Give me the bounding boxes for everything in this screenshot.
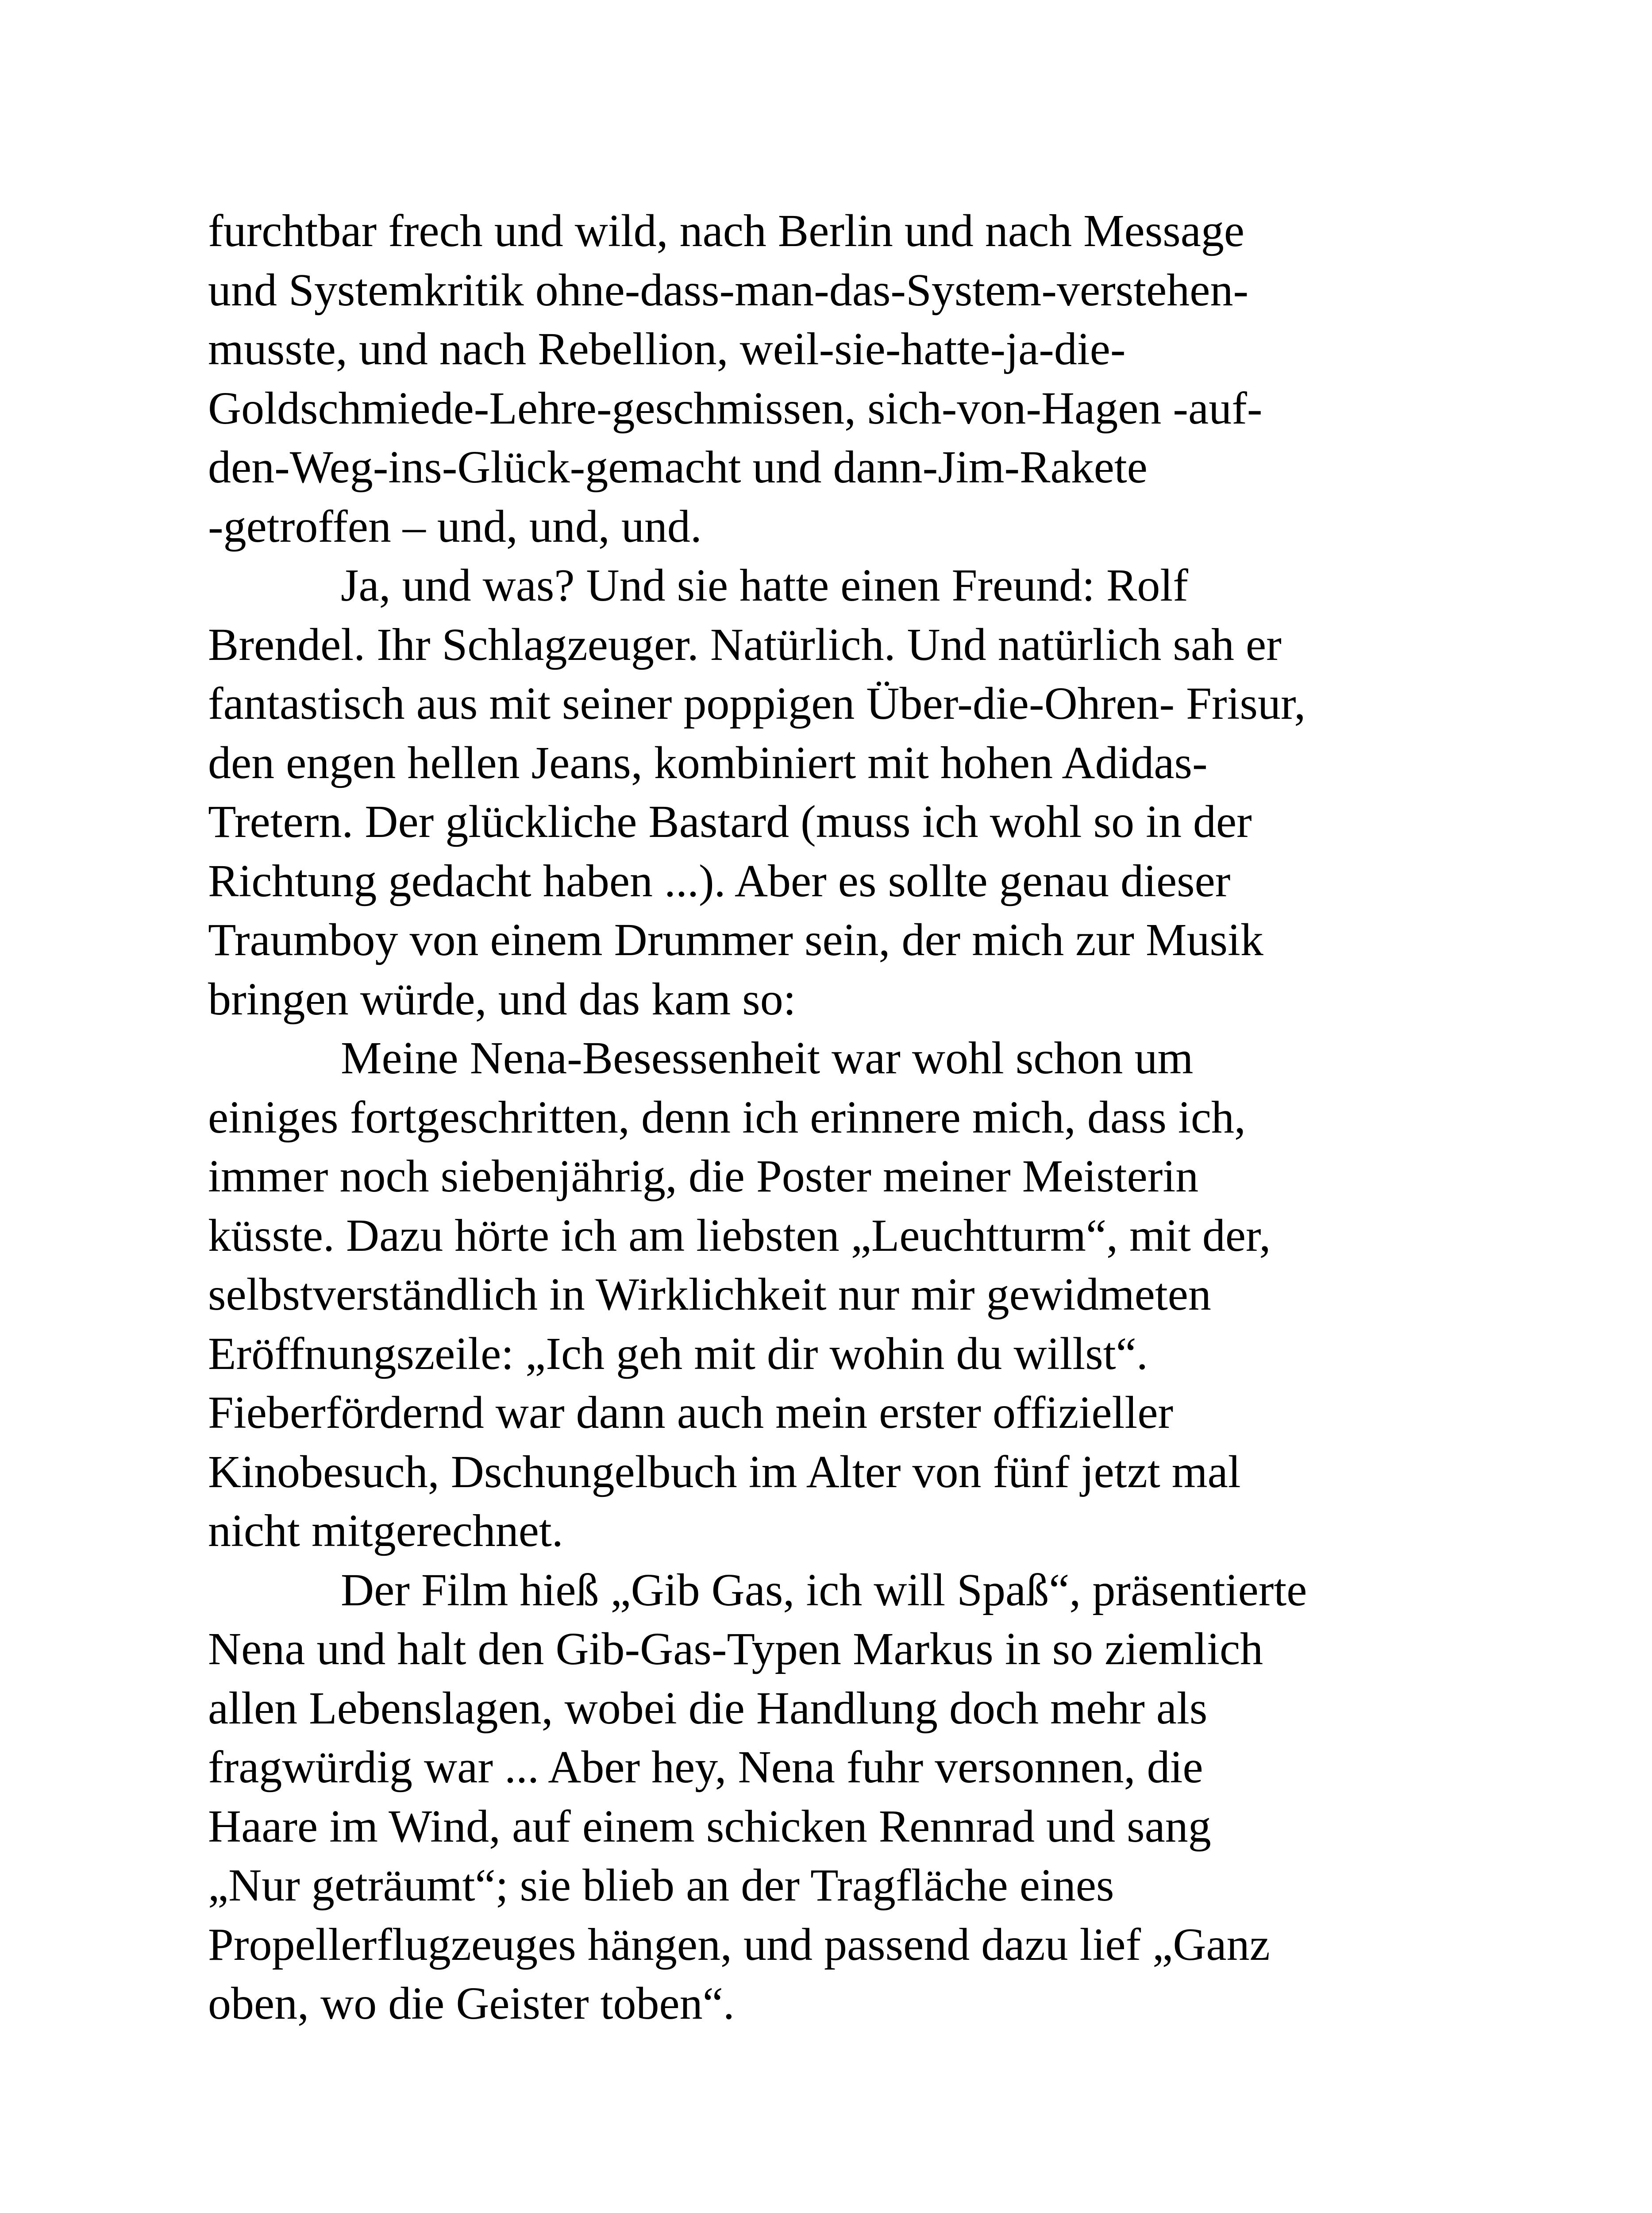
text-line: bringen würde, und das kam so: xyxy=(208,973,796,1025)
text-line: selbstverständlich in Wirklichkeit nur mir gewidmeten xyxy=(208,1269,1211,1320)
text-line: Fieberfördernd war dann auch mein erster offizieller xyxy=(208,1387,1174,1438)
paragraph-3 xyxy=(208,1029,1491,1561)
text-line: Traumboy von einem Drummer sein, der mich zur Musik xyxy=(208,914,1263,965)
paragraph-2 xyxy=(208,556,1491,1029)
paragraph-4 xyxy=(208,1561,1491,2033)
text-line: furchtbar frech und wild, nach Berlin und nach Message xyxy=(208,205,1245,256)
text-line: „Nur geträumt“; sie blieb an der Tragfläche eines xyxy=(208,1860,1114,1911)
text-line: fantastisch aus mit seiner poppigen Über-die-Ohren- Frisur, xyxy=(208,678,1306,729)
text-line: Brendel. Ihr Schlagzeuger. Natürlich. Und natürlich sah er xyxy=(208,619,1282,670)
text-line: küsste. Dazu hörte ich am liebsten „Leuchtturm“, mit der, xyxy=(208,1210,1271,1261)
text-line: oben, wo die Geister toben“. xyxy=(208,1978,735,2029)
text-line: Richtung gedacht haben ...). Aber es sollte genau dieser xyxy=(208,855,1231,906)
text-line: immer noch siebenjährig, die Poster meiner Meisterin xyxy=(208,1151,1199,1202)
text-line: einiges fortgeschritten, denn ich erinnere mich, dass ich, xyxy=(208,1091,1246,1143)
text-line: fragwürdig war ... Aber hey, Nena fuhr versonnen, die xyxy=(208,1742,1203,1793)
body-text xyxy=(208,201,1491,2033)
text-line: den engen hellen Jeans, kombiniert mit hohen Adidas- xyxy=(208,737,1208,788)
text-line: -getroffen – und, und, und. xyxy=(208,501,702,552)
text-line: Eröffnungszeile: „Ich geh mit dir wohin du willst“. xyxy=(208,1328,1148,1379)
paragraph-1 xyxy=(208,201,1491,556)
text-line: den-Weg-ins-Glück-gemacht und dann-Jim-Rakete xyxy=(208,442,1148,493)
text-line: Kinobesuch, Dschungelbuch im Alter von fünf jetzt mal xyxy=(208,1446,1241,1497)
text-line: nicht mitgerechnet. xyxy=(208,1505,563,1556)
text-line: Tretern. Der glückliche Bastard (muss ich wohl so in der xyxy=(208,796,1252,847)
text-line: allen Lebenslagen, wobei die Handlung doch mehr als xyxy=(208,1682,1208,1734)
text-line: und Systemkritik ohne-dass-man-das-System-verstehen- xyxy=(208,264,1249,316)
text-line-indented: Ja, und was? Und sie hatte einen Freund: Rolf xyxy=(341,560,1188,611)
text-line: Haare im Wind, auf einem schicken Rennrad und sang xyxy=(208,1800,1211,1852)
text-line: Goldschmiede-Lehre-geschmissen, sich-von-Hagen -auf- xyxy=(208,382,1263,434)
text-line: Propellerflugzeuges hängen, und passend dazu lief „Ganz xyxy=(208,1919,1270,1970)
text-line: musste, und nach Rebellion, weil-sie-hatte-ja-die- xyxy=(208,324,1126,374)
text-line: Nena und halt den Gib-Gas-Typen Markus in so ziemlich xyxy=(208,1623,1263,1674)
text-line-indented: Der Film hieß „Gib Gas, ich will Spaß“, präsentierte xyxy=(341,1564,1307,1615)
text-line-indented: Meine Nena-Besessenheit war wohl schon um xyxy=(341,1033,1194,1083)
